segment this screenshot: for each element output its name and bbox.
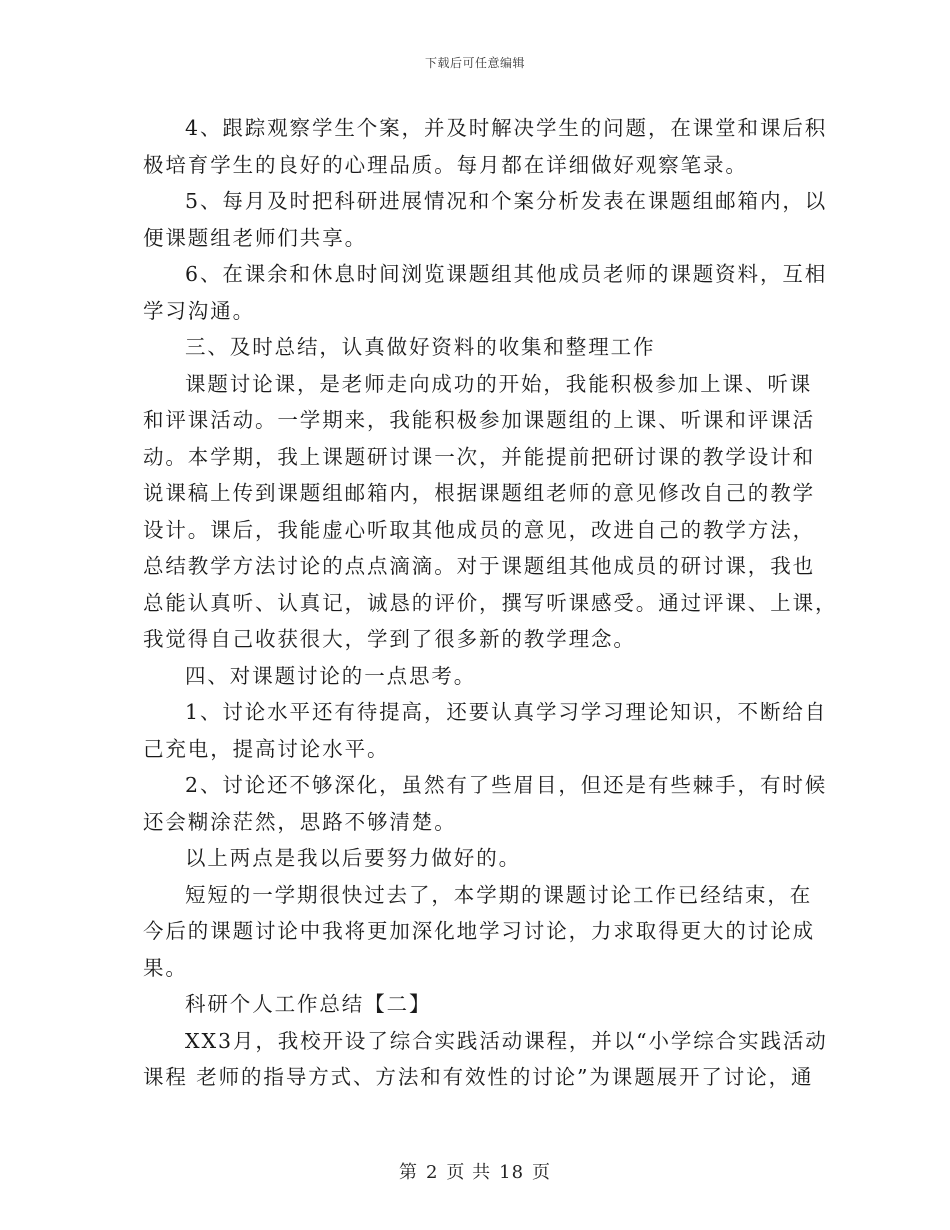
text-line: 以上两点是我以后要努力做好的。	[185, 846, 521, 870]
text-line: 4、跟踪观察学生个案，并及时解决学生的问题，在课堂和课后积	[185, 116, 828, 140]
text-line: 学习沟通。	[143, 298, 255, 323]
current-page-number: 2	[425, 1162, 439, 1183]
text-line: 果。	[143, 955, 188, 980]
page-header	[0, 54, 950, 71]
total-page-count: 18	[499, 1162, 525, 1183]
text-line: 说课稿上传到课题组邮箱内，根据课题组老师的意见修改自己的教学	[143, 481, 815, 505]
text-line: 1、讨论水平还有待提高，还要认真学习学习理论知识，不断给自	[185, 700, 828, 724]
text-line: 科研个人工作总结【二】	[185, 992, 432, 1016]
text-line: 己充电，提高讨论水平。	[143, 736, 390, 761]
page-label-suffix: 页	[532, 1162, 552, 1183]
text-line: 5、每月及时把科研进展情况和个案分析发表在课题组邮箱内，以	[185, 189, 828, 213]
text-line: 总能认真听、认真记，诚恳的评价，撰写听课感受。通过评课、上课，	[143, 590, 838, 615]
text-line: 极培育学生的良好的心理品质。每月都在详细做好观察笔录。	[143, 152, 748, 177]
text-line: 四、对课题讨论的一点思考。	[185, 663, 477, 688]
text-line: 设计。课后，我能虚心听取其他成员的意见，改进自己的教学方法，	[143, 517, 815, 542]
page-label-prefix: 第	[398, 1162, 418, 1183]
text-line: 和评课活动。一学期来，我能积极参加课题组的上课、听课和评课活	[143, 408, 815, 432]
text-line: XX3月，我校开设了综合实践活动课程，并以“小学综合实践活动	[185, 1028, 828, 1053]
text-line: 便课题组老师们共享。	[143, 225, 367, 250]
text-line: 短短的一学期很快过去了，本学期的课题讨论工作已经结束，在	[185, 882, 813, 907]
text-line: 课题讨论课，是老师走向成功的开始，我能积极参加上课、听课	[185, 371, 813, 396]
header-text: 下载后可任意编辑	[424, 56, 525, 70]
text-line: 动。本学期，我上课题研讨课一次，并能提前把研讨课的教学设计和	[143, 444, 815, 469]
text-line: 2、讨论还不够深化，虽然有了些眉目，但还是有些棘手，有时候	[185, 773, 828, 797]
text-line: 课程 老师的指导方式、方法和有效性的讨论”为课题展开了讨论，通	[143, 1065, 814, 1089]
page-label-mid: 页 共	[446, 1162, 492, 1183]
text-line: 总结教学方法讨论的点点滴滴。对于课题组其他成员的研讨课，我也	[143, 554, 815, 578]
text-line: 还会糊涂茫然，思路不够清楚。	[143, 809, 457, 834]
page-footer	[0, 1158, 950, 1184]
text-line: 三、及时总结，认真做好资料的收集和整理工作	[185, 335, 656, 359]
document-body	[143, 110, 838, 1096]
text-line: 我觉得自己收获很大，学到了很多新的教学理念。	[143, 627, 636, 651]
text-line: 今后的课题讨论中我将更加深化地学习讨论，力求取得更大的讨论成	[143, 919, 815, 943]
text-line: 6、在课余和休息时间浏览课题组其他成员老师的课题资料，互相	[185, 262, 828, 286]
